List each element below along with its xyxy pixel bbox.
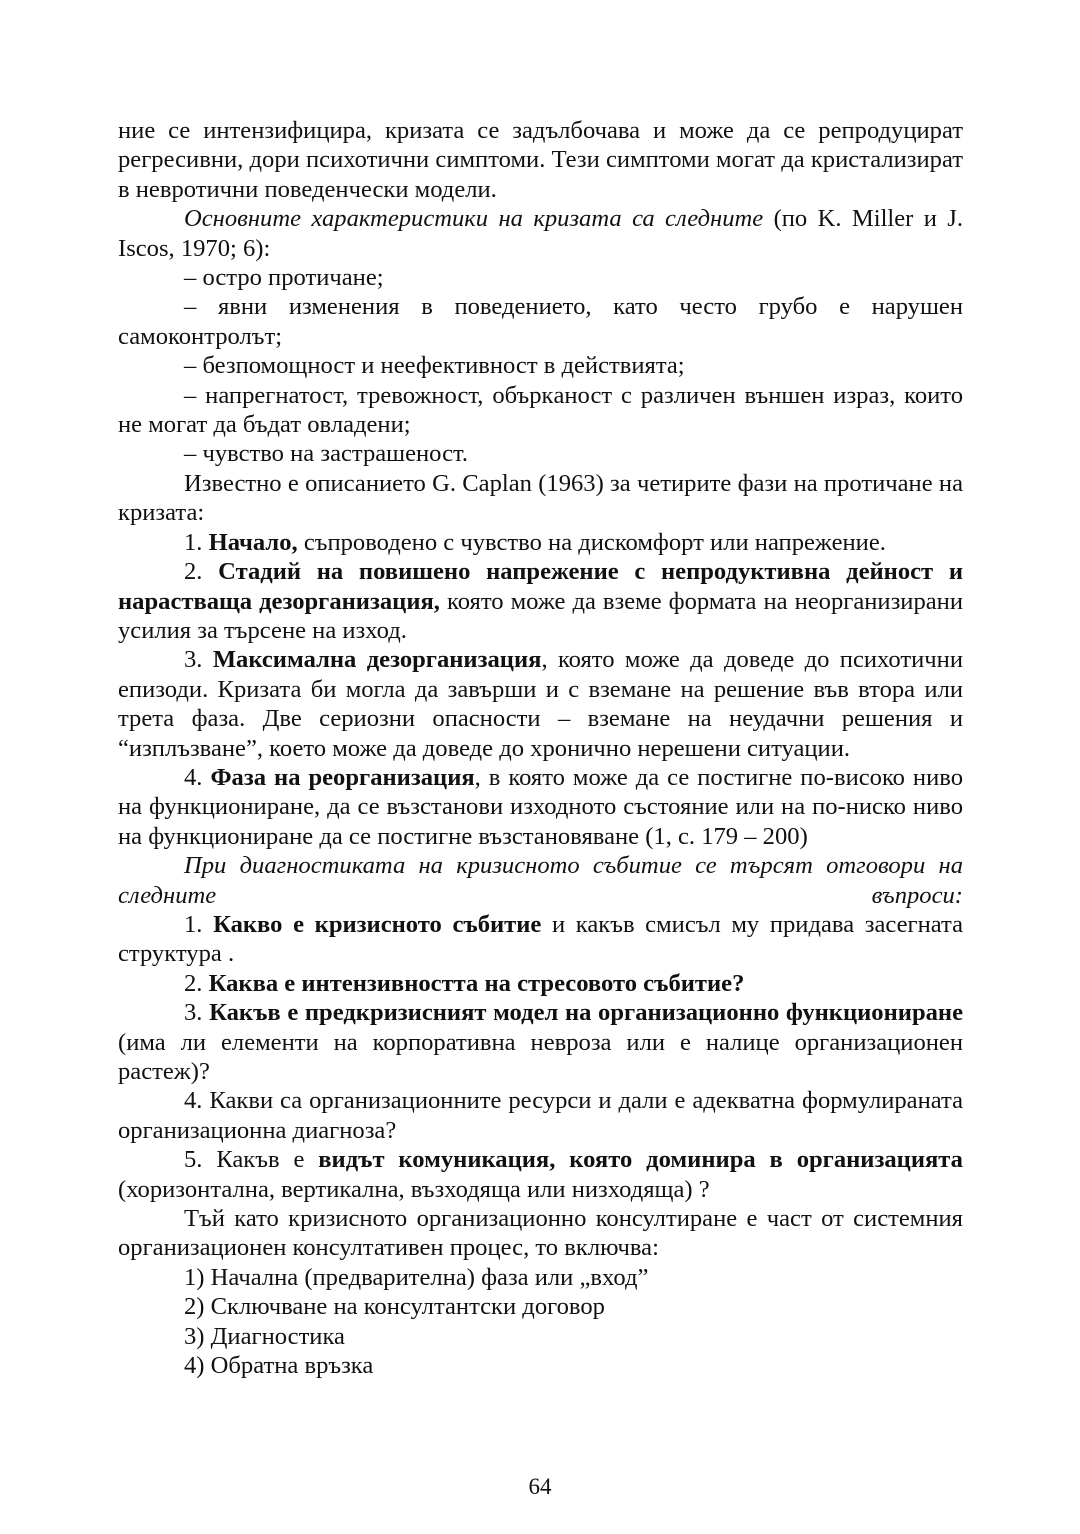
phase-title-4: Фаза на реорганизация: [210, 763, 475, 791]
question-title-5: видът комуникация, която доминира в организацията: [318, 1146, 963, 1174]
consulting-phase-list: [118, 1263, 963, 1381]
phase-desc-2: която може да вземе формата на неорганизирани усилия за търсене на изход.: [118, 587, 963, 644]
paragraph-consulting-text: Тъй като кризисното организационно консултиране е част от системния организационен консултативен процес, то включва:: [118, 1205, 963, 1262]
question-item-2: [118, 969, 963, 998]
question-item-4: [118, 1086, 963, 1145]
characteristic-item-1: [118, 263, 963, 292]
question-title-2: Каква е интензивността на стресовото събитие?: [208, 969, 745, 997]
question-title-3: Какъв е предкризисният модел на организационно функциониране: [209, 999, 964, 1027]
list-item: 3) Диагностика: [184, 1322, 345, 1350]
characteristics-heading-citation: (по K. Miller и J. Iscos, 1970; 6):: [118, 205, 963, 262]
diagnostics-heading-italic: При диагностиката на кризисното събитие се търсят отговори на следните въпроси:: [118, 852, 963, 909]
phase-item-2: [118, 557, 963, 645]
phase-title-1: Начало,: [208, 528, 298, 556]
phase-desc-3: , която може да доведе до психотични епизоди. Кризата би могла да завърши и с вземане на решение във втора или трета фаза. Две сериозни опасности – вземане на неудачни решения и “изплъзване”, което може да доведе до хронично нерешени ситуации.: [118, 646, 963, 762]
question-title-1: Какво е кризисното събитие: [213, 910, 542, 938]
question-item-1: [118, 910, 963, 969]
phase-title-3: Максимална дезорганизация: [212, 646, 542, 674]
question-prefix-5: 5. Какъв е: [184, 1146, 319, 1174]
question-number-1: 1.: [184, 910, 214, 938]
question-desc-5: (хоризонтална, вертикална, възходяща или низходяща) ?: [118, 1175, 710, 1203]
characteristic-text-3: – безпомощност и неефективност в действията;: [184, 352, 685, 380]
characteristic-text-5: – чувство на застрашеност.: [184, 440, 469, 468]
question-desc-1: и какъв смисъл му придава засегната структура .: [118, 910, 963, 968]
page-number: 64: [528, 1474, 552, 1499]
characteristic-text-2: – явни изменения в поведението, като често грубо е нарушен самоконтролът;: [118, 293, 963, 350]
phase-number-2: 2.: [184, 558, 219, 586]
characteristic-item-5: [118, 439, 963, 468]
question-number-3: 3.: [184, 999, 210, 1027]
phase-item-4: [118, 763, 963, 851]
paragraph-intro: [118, 116, 963, 204]
list-item: 1) Начална (предварителна) фаза или „вход”: [184, 1263, 649, 1291]
characteristic-item-3: [118, 351, 963, 380]
paragraph-caplan: [118, 469, 963, 528]
phase-number-3: 3.: [184, 646, 213, 674]
characteristic-item-4: [118, 381, 963, 440]
characteristic-text-4: – напрегнатост, тревожност, объркaност с различен външен израз, които не могат да бъдат овладени;: [118, 381, 963, 439]
question-desc-3: (има ли елементи на корпоративна невроза или е налице организационен растеж)?: [118, 1028, 963, 1085]
phase-number-4: 4.: [184, 763, 211, 791]
phase-desc-4: , в която може да се постигне по-високо ниво на функциониране, да се възстанови изходното състояние или на по-ниско ниво на функциониране да се постигне възстановяване (1, с. 179 – 200): [118, 763, 963, 850]
question-number-2: 2.: [184, 969, 209, 997]
paragraph-intro-text: ние се интензифицира, кризата се задълбочава и може да се репродуцират регресивни, дори психотични симптоми. Тези симптоми могат да кристализират в невротични поведенчески модели.: [118, 117, 963, 203]
characteristic-text-1: – остро протичане;: [184, 264, 384, 292]
phase-title-2: Стадий на повишено напрежение с непродуктивна дейност и нарастваща дезорганизация,: [118, 558, 964, 615]
paragraph-diagnostics-heading: [118, 851, 963, 910]
question-item-5: [118, 1145, 963, 1204]
paragraph-caplan-text: Известно е описанието G. Caplan (1963) за четирите фази на протичане на кризата:: [118, 469, 963, 527]
phase-desc-1: съпроводено с чувство на дискомфорт или напрежение.: [297, 528, 886, 556]
paragraph-consulting: [118, 1204, 963, 1263]
paragraph-characteristics-heading: [118, 204, 963, 263]
phase-number-1: 1.: [184, 528, 209, 556]
characteristics-heading-italic: Основните характеристики на кризата са следните: [184, 205, 764, 233]
characteristic-item-2: [118, 292, 963, 351]
list-item: 4) Обратна връзка: [184, 1352, 374, 1380]
body-text: [118, 116, 963, 1380]
question-item-3: [118, 998, 963, 1086]
phase-item-1: [118, 528, 963, 557]
list-item: 2) Сключване на консултантски договор: [184, 1293, 605, 1321]
question-text-4: 4. Какви са организационните ресурси и дали е адекватна формулираната организационна диагноза?: [118, 1087, 963, 1144]
phase-item-3: [118, 645, 963, 763]
